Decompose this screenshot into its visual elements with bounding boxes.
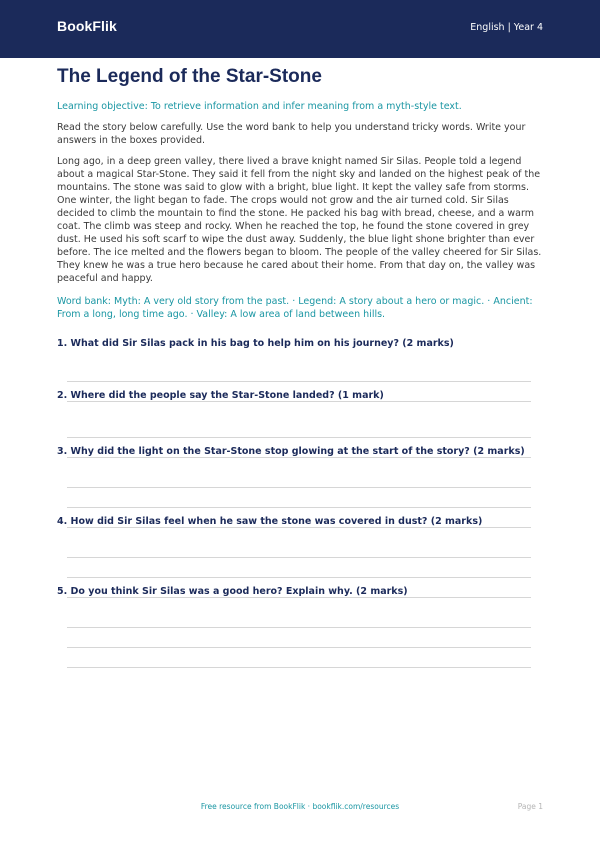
answer-line	[67, 437, 531, 438]
worksheet-content	[57, 66, 543, 668]
page-header	[0, 0, 600, 58]
answer-box[interactable]	[67, 598, 531, 668]
footer-credit-link[interactable]: Free resource from BookFlik · bookflik.com/resources	[200, 802, 400, 811]
worksheet-title: The Legend of the Star-Stone	[57, 66, 322, 87]
question-text: 4. How did Sir Silas feel when he saw the stone was covered in dust? (2 marks)	[57, 516, 483, 527]
question-5	[57, 585, 543, 668]
instructions-text: Read the story below carefully. Use the word bank to help you understand tricky words. Write your answers in the boxes provided.	[57, 122, 526, 146]
story-text: Long ago, in a deep green valley, there lived a brave knight named Sir Silas. People told a legend about a magical Star-Stone. They said it fell from the night sky and landed on the highest peak of the mountains. The stone was said to glow with a bright, blue light. It kept the valley safe from storms. One winter, the light began to fade. The crops would not grow and the air turned cold. Sir Silas decided to climb the mountain to find the stone. He packed his bag with bread, cheese, and a warm coat. The climb was steep and rocky. When he reached the top, he found the stone covered in grey dust. He used his soft scarf to wipe the dust away. Suddenly, the blue light shone brighter than ever before. The ice melted and the flowers began to bloom. The people of the valley cheered for Sir Silas. They knew he was a true hero because he cared about their home. From that day on, the valley was peaceful and happy.	[57, 156, 542, 284]
answer-line	[67, 647, 531, 648]
answer-line	[67, 557, 531, 558]
learning-objective: Learning objective: To retrieve information and infer meaning from a myth-style text.	[57, 101, 462, 112]
brand-logo-text: BookFlik	[57, 18, 117, 34]
question-text: 3. Why did the light on the Star-Stone stop glowing at the start of the story? (2 marks)	[57, 446, 525, 457]
question-text: 2. Where did the people say the Star-Stone landed? (1 mark)	[57, 390, 384, 401]
answer-line	[67, 627, 531, 628]
subject-year-label: English | Year 4	[470, 21, 543, 33]
answer-line	[67, 487, 531, 488]
word-bank: Word bank: Myth: A very old story from the past. · Legend: A story about a hero or magic. · Ancient: From a long, long time ago. · Valley: A low area of land between hills.	[57, 296, 533, 320]
answer-line	[67, 667, 531, 668]
answer-line	[67, 381, 531, 382]
question-text: 1. What did Sir Silas pack in his bag to help him on his journey? (2 marks)	[57, 338, 454, 349]
page-number: Page 1	[517, 802, 543, 811]
questions-section	[57, 337, 543, 668]
answer-line	[67, 577, 531, 578]
answer-line	[67, 507, 531, 508]
page-footer	[0, 802, 600, 816]
question-text: 5. Do you think Sir Silas was a good hero? Explain why. (2 marks)	[57, 586, 408, 597]
